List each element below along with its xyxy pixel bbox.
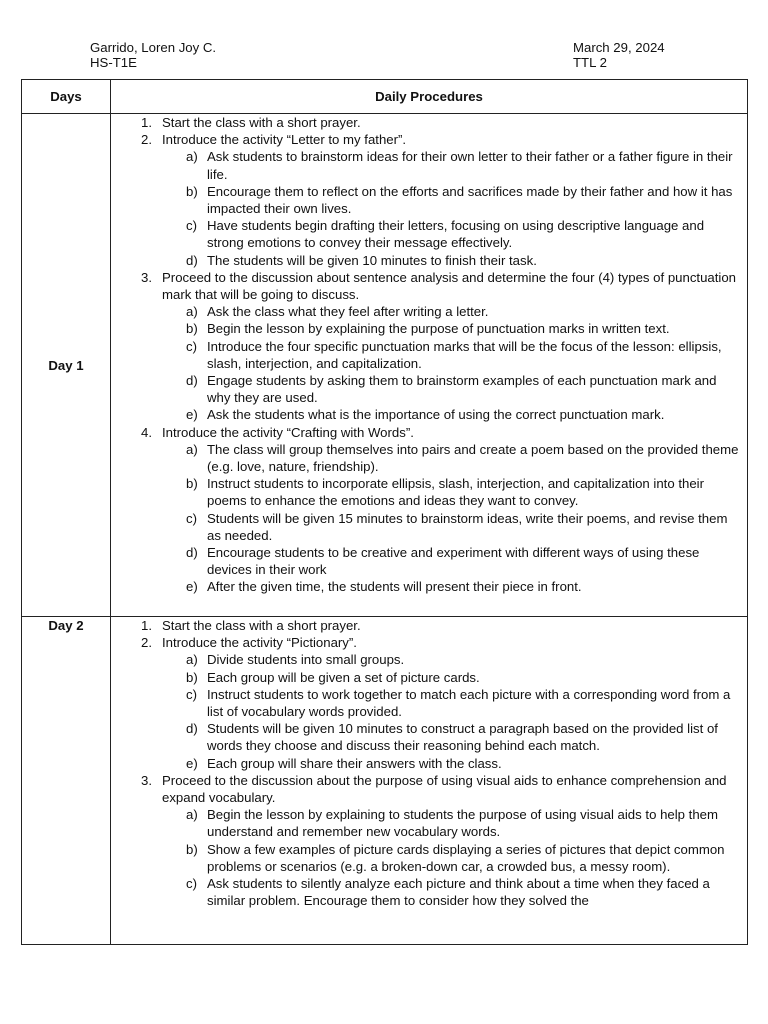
sub-step xyxy=(111,669,739,686)
step-text: Introduce the activity “Pictionary”. xyxy=(162,635,357,651)
sub-step xyxy=(111,720,739,754)
sub-step xyxy=(111,217,739,251)
sub-step-text: Ask students to silently analyze each picture and think about a time when they faced a similar problem. Encourage them to consider how they solved the xyxy=(207,876,710,909)
sub-step xyxy=(111,841,739,875)
procedure-step xyxy=(111,114,739,131)
sub-step-letter: c) xyxy=(186,686,197,702)
sub-step-text: Ask students to brainstorm ideas for their own letter to their father or a father figure in their life. xyxy=(207,149,733,182)
procedure-step xyxy=(111,772,739,910)
sub-steps-list xyxy=(162,303,739,423)
sub-step-text: Have students begin drafting their letters, focusing on using descriptive language and strong emotions to convey their message effectively. xyxy=(207,218,705,251)
sub-steps-list xyxy=(162,651,739,771)
sub-step-letter: a) xyxy=(186,441,198,457)
table-header-row xyxy=(22,80,748,114)
document-header-left xyxy=(90,40,216,70)
sub-step xyxy=(111,441,739,475)
step-text: Introduce the activity “Letter to my father”. xyxy=(162,132,407,148)
procedures-column-header: Daily Procedures xyxy=(111,80,748,114)
days-column-header: Days xyxy=(22,80,111,114)
procedure-step xyxy=(111,269,739,424)
sub-step xyxy=(111,651,739,668)
sub-step xyxy=(111,406,739,423)
sub-step xyxy=(111,578,739,595)
sub-step-letter: b) xyxy=(186,183,198,199)
sub-step-letter: b) xyxy=(186,841,198,857)
procedure-step xyxy=(111,634,739,772)
procedure-step xyxy=(111,131,739,269)
sub-step-letter: a) xyxy=(186,149,198,165)
sub-step-letter: b) xyxy=(186,669,198,685)
step-text: Introduce the activity “Crafting with Words”. xyxy=(162,424,414,440)
procedure-step xyxy=(111,424,739,596)
sub-step-text: After the given time, the students will present their piece in front. xyxy=(207,579,582,595)
sub-step xyxy=(111,806,739,840)
sub-step-letter: e) xyxy=(186,755,198,771)
sub-step xyxy=(111,338,739,372)
sub-step-letter: d) xyxy=(186,721,198,737)
sub-step-letter: e) xyxy=(186,579,198,595)
sub-step-text: Students will be given 10 minutes to construct a paragraph based on the provided list of words they choose and discuss their reasoning behind each match. xyxy=(207,721,718,754)
sub-step-text: Ask the students what is the importance of using the correct punctuation mark. xyxy=(207,407,665,423)
table-row xyxy=(22,617,748,945)
procedure-step xyxy=(111,617,739,634)
sub-step xyxy=(111,544,739,578)
daily-procedures-table xyxy=(21,79,748,945)
section-code: HS-T1E xyxy=(90,55,137,70)
sub-step xyxy=(111,475,739,509)
sub-step-text: Introduce the four specific punctuation marks that will be the focus of the lesson: ellipsis, slash, interjection, and capitalization. xyxy=(207,338,722,371)
sub-steps-list xyxy=(162,148,739,268)
procedure-steps-list xyxy=(111,114,739,596)
sub-step-text: Begin the lesson by explaining to students the purpose of using visual aids to help them understand and remember new vocabulary words. xyxy=(207,807,718,840)
step-text: Start the class with a short prayer. xyxy=(162,115,361,130)
course-code: TTL 2 xyxy=(573,55,607,70)
sub-step xyxy=(111,755,739,772)
sub-step-letter: a) xyxy=(186,807,198,823)
step-number: 3. xyxy=(141,772,152,788)
sub-step-text: Instruct students to incorporate ellipsis, slash, interjection, and capitalization into their poems to enhance the emotions and ideas they want to convey. xyxy=(207,476,704,509)
procedure-steps-list xyxy=(111,617,739,909)
sub-step-text: Begin the lesson by explaining the purpose of punctuation marks in written text. xyxy=(207,321,670,337)
sub-step xyxy=(111,875,739,909)
procedures-cell xyxy=(111,114,748,617)
sub-step-text: Each group will share their answers with the class. xyxy=(207,755,502,771)
step-number: 1. xyxy=(141,115,152,130)
sub-step-letter: b) xyxy=(186,476,198,492)
author-name: Garrido, Loren Joy C. xyxy=(90,40,217,55)
step-text: Start the class with a short prayer. xyxy=(162,618,361,633)
sub-step-text: Engage students by asking them to brainstorm examples of each punctuation mark and why they are used. xyxy=(207,373,717,406)
sub-step-letter: c) xyxy=(186,338,197,354)
sub-step xyxy=(111,686,739,720)
sub-step xyxy=(111,148,739,182)
sub-step-text: Ask the class what they feel after writing a letter. xyxy=(207,304,489,320)
sub-step-letter: a) xyxy=(186,304,198,320)
procedures-cell xyxy=(111,617,748,945)
sub-step-letter: c) xyxy=(186,876,197,892)
step-number: 3. xyxy=(141,269,152,285)
sub-step-letter: e) xyxy=(186,407,198,423)
document-date: March 29, 2024 xyxy=(573,40,665,55)
sub-step-letter: b) xyxy=(186,321,198,337)
sub-step-letter: d) xyxy=(186,545,198,561)
day-label: Day 1 xyxy=(22,114,111,617)
step-number: 2. xyxy=(141,635,152,651)
sub-step-text: Encourage students to be creative and experiment with different ways of using these devices in their work xyxy=(207,545,700,578)
day-label: Day 2 xyxy=(22,617,111,945)
step-number: 2. xyxy=(141,132,152,148)
sub-step-text: Each group will be given a set of picture cards. xyxy=(207,669,480,685)
step-text: Proceed to the discussion about sentence analysis and determine the four (4) types of punctuation mark that will be going to discuss. xyxy=(162,269,737,303)
sub-step-text: The students will be given 10 minutes to finish their task. xyxy=(207,252,537,268)
sub-step-letter: c) xyxy=(186,218,197,234)
table-row xyxy=(22,114,748,617)
sub-step-letter: d) xyxy=(186,373,198,389)
sub-step xyxy=(111,252,739,269)
sub-step-text: The class will group themselves into pairs and create a poem based on the provided theme (e.g. love, nature, friendship). xyxy=(207,441,739,475)
sub-step-text: Students will be given 15 minutes to brainstorm ideas, write their poems, and revise them as needed. xyxy=(207,510,728,543)
step-number: 1. xyxy=(141,618,152,633)
step-text: Proceed to the discussion about the purpose of using visual aids to enhance comprehension and expand vocabulary. xyxy=(162,772,727,806)
sub-step-letter: a) xyxy=(186,652,198,668)
sub-step-text: Encourage them to reflect on the efforts and sacrifices made by their father and how it has impacted their own lives. xyxy=(207,183,733,217)
document-header-right xyxy=(573,40,665,70)
sub-step xyxy=(111,303,739,320)
sub-step xyxy=(111,183,739,217)
sub-step xyxy=(111,320,739,337)
sub-step-text: Divide students into small groups. xyxy=(207,652,405,668)
sub-steps-list xyxy=(162,441,739,596)
sub-steps-list xyxy=(162,806,739,909)
sub-step-text: Instruct students to work together to match each picture with a corresponding word from a list of vocabulary words provided. xyxy=(207,686,731,720)
sub-step xyxy=(111,372,739,406)
sub-step-letter: d) xyxy=(186,252,198,268)
sub-step-letter: c) xyxy=(186,510,197,526)
sub-step-text: Show a few examples of picture cards displaying a series of pictures that depict common problems or scenarios (e.g. a broken-down car, a crowded bus, a messy room). xyxy=(207,841,725,874)
sub-step xyxy=(111,510,739,544)
step-number: 4. xyxy=(141,424,152,440)
